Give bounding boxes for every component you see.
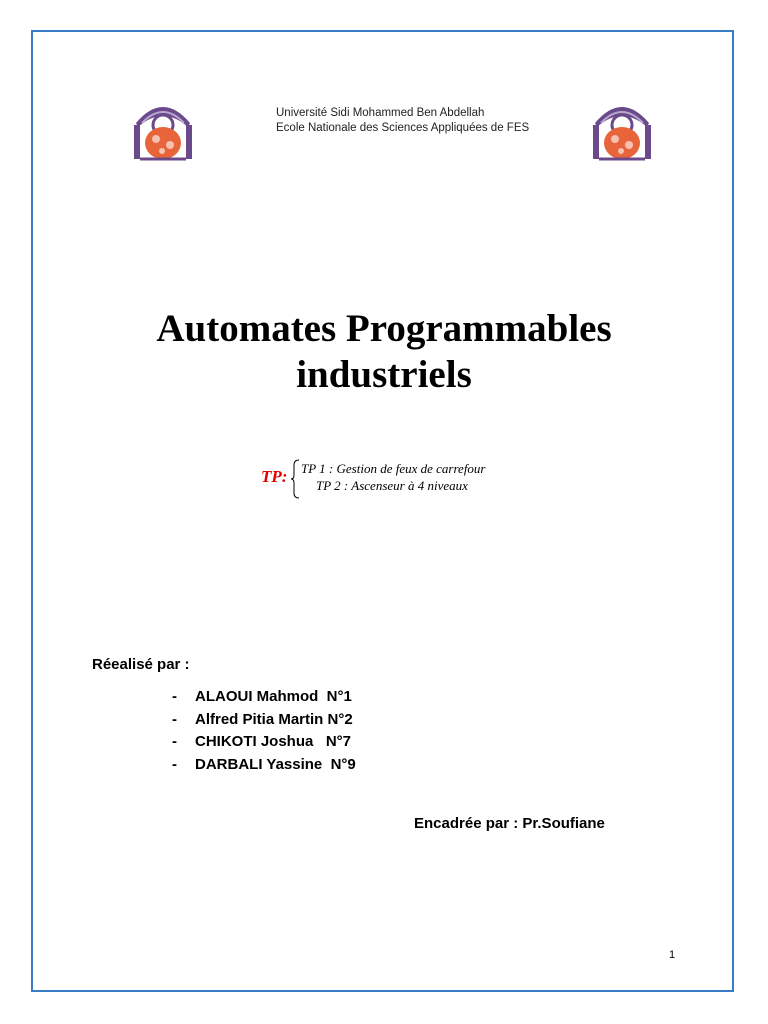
author-name: Alfred Pitia Martin N°2 xyxy=(195,710,353,728)
university-crest-icon xyxy=(128,97,198,163)
author-name: CHIKOTI Joshua N°7 xyxy=(195,733,352,750)
university-crest-icon xyxy=(587,97,657,163)
tp-label: TP: xyxy=(261,467,288,486)
page-border xyxy=(31,30,734,992)
list-bullet: - xyxy=(172,755,177,773)
authors-list xyxy=(172,686,356,776)
page-number: 1 xyxy=(669,949,676,961)
list-item xyxy=(172,686,356,709)
supervisor-line: Encadrée par : Pr.Soufiane xyxy=(414,815,605,832)
list-bullet: - xyxy=(172,688,177,705)
list-item xyxy=(172,754,356,777)
authors-heading: Réealisé par : xyxy=(92,656,190,673)
institution-header xyxy=(276,106,529,136)
title-line-1: Automates Programmables xyxy=(156,307,612,350)
tp-item-1: TP 1 : Gestion de feux de carrefour xyxy=(301,461,486,476)
tp-item-2: TP 2 : Ascenseur à 4 niveaux xyxy=(316,478,468,493)
school-name: Ecole Nationale des Sciences Appliquées de FES xyxy=(276,122,530,134)
university-name: Université Sidi Mohammed Ben Abdellah xyxy=(276,107,485,119)
list-bullet: - xyxy=(172,733,177,750)
title-line-2: industriels xyxy=(296,353,472,396)
list-item xyxy=(172,731,356,754)
author-name: ALAOUI Mahmod N°1 xyxy=(195,688,352,705)
author-name: DARBALI Yassine N°9 xyxy=(195,755,356,773)
left-brace-icon xyxy=(291,459,301,499)
document-title xyxy=(0,306,768,398)
list-bullet: - xyxy=(172,710,177,728)
list-item xyxy=(172,709,356,732)
tp-list xyxy=(261,459,541,499)
